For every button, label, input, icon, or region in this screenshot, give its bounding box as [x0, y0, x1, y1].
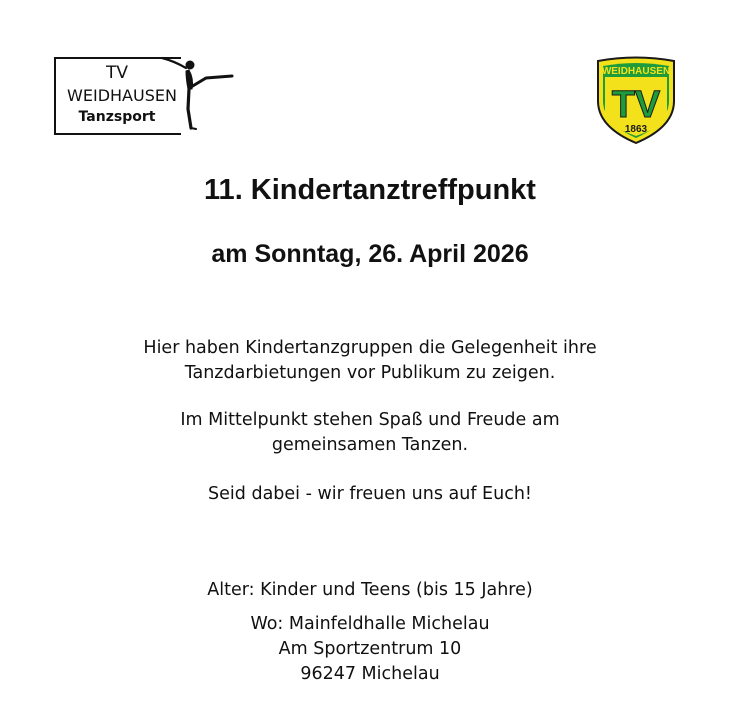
focus-paragraph — [0, 408, 740, 458]
logo-line-tv: TV — [105, 63, 128, 83]
logo-line-club: WEIDHAUSEN — [67, 86, 177, 105]
club-crest-shield-icon — [590, 55, 682, 147]
age-line: Alter: Kinder und Teens (bis 15 Jahre) — [207, 580, 533, 600]
location-line: Am Sportzentrum 10 — [278, 639, 462, 659]
focus-line: gemeinsamen Tanzen. — [271, 435, 469, 455]
intro-line: Hier haben Kindertanzgruppen die Gelegenheit ihre — [143, 338, 597, 358]
invite-paragraph — [0, 482, 740, 507]
location-line: 96247 Michelau — [300, 664, 440, 684]
crest-center-text: TV — [611, 84, 661, 126]
intro-line: Tanzdarbietungen vor Publikum zu zeigen. — [184, 363, 556, 383]
crest-top-text: WEIDHAUSEN — [601, 66, 671, 77]
intro-paragraph — [0, 336, 740, 386]
location-line: Wo: Mainfeldhalle Michelau — [250, 614, 490, 634]
club-crest — [590, 55, 682, 151]
location-info — [0, 612, 740, 687]
age-info — [0, 578, 740, 603]
focus-line: Im Mittelpunkt stehen Spaß und Freude am — [180, 410, 560, 430]
tanzsport-logo — [54, 55, 244, 135]
crest-year: 1863 — [624, 124, 648, 135]
event-date: am Sonntag, 26. April 2026 — [211, 240, 529, 268]
logo-line-tanzsport: Tanzsport — [78, 109, 156, 125]
invite-line: Seid dabei - wir freuen uns auf Euch! — [208, 484, 532, 504]
dancer-silhouette-icon — [158, 55, 240, 133]
event-title: 11. Kindertanztreffpunkt — [204, 174, 536, 206]
